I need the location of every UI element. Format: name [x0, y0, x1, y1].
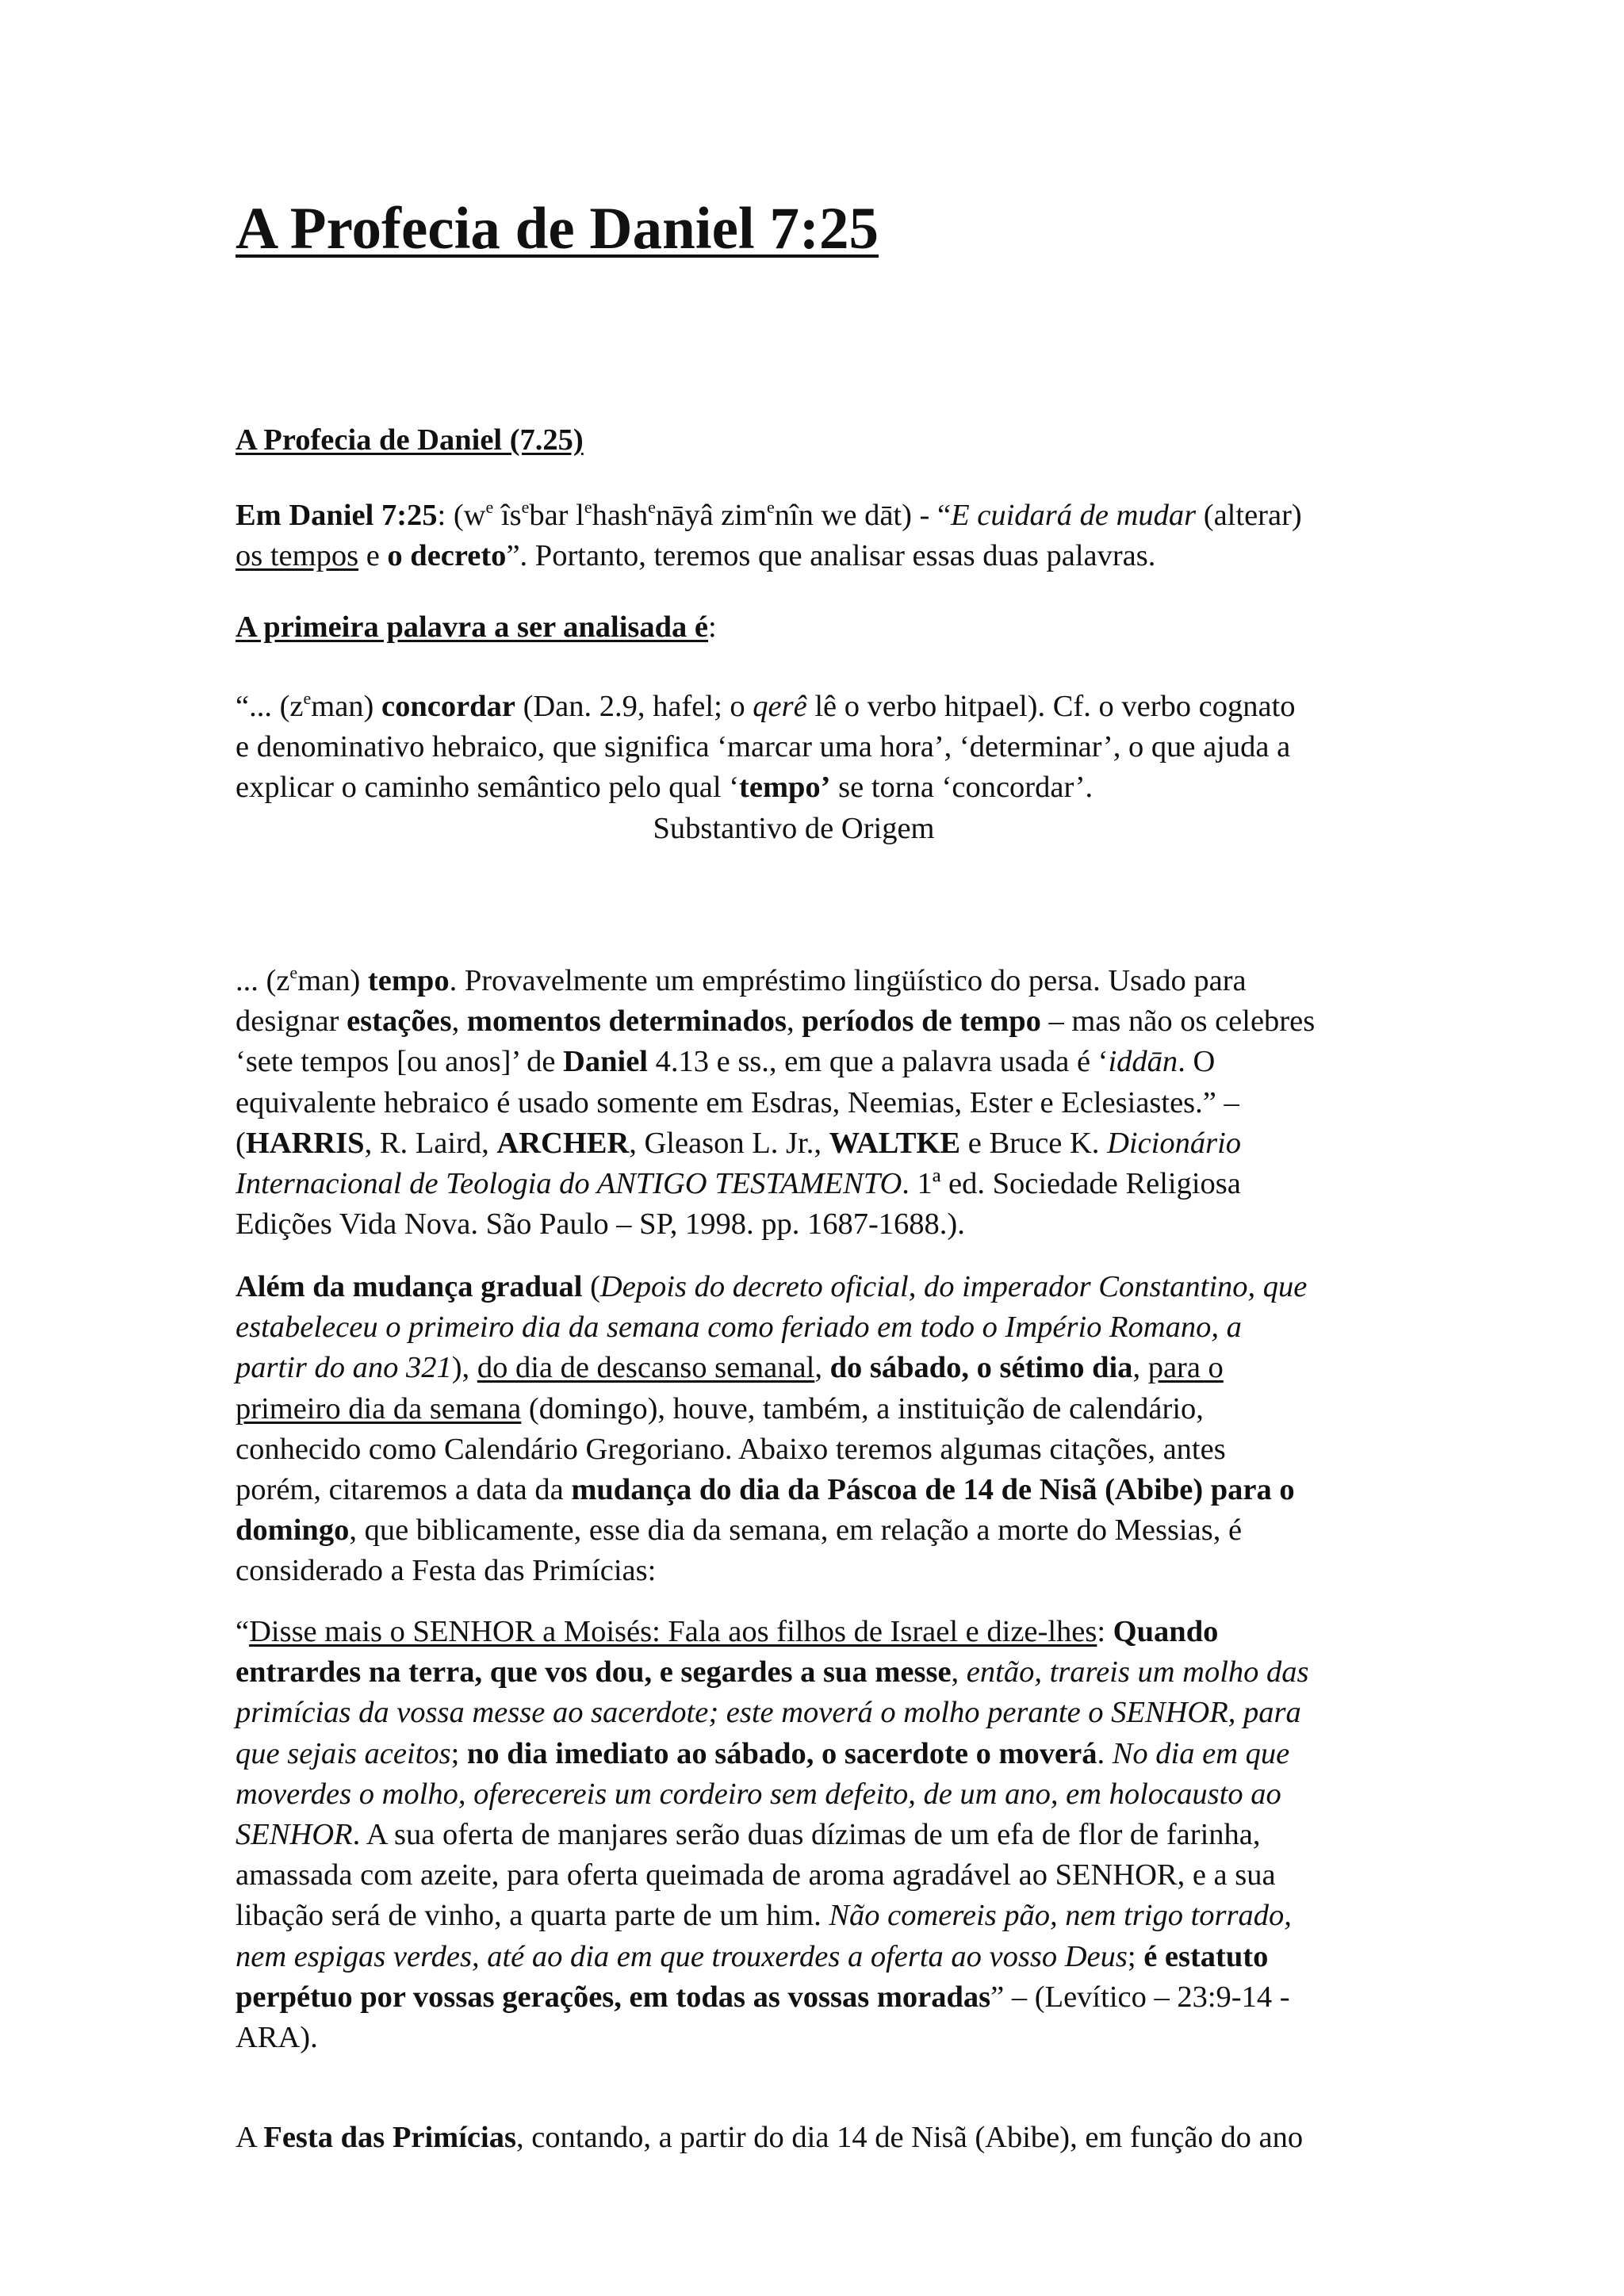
text: ... (z	[236, 964, 290, 997]
text-line: e denominativo hebraico, que significa ‘marcar uma hora’, ‘determinar’, o que ajuda a	[236, 730, 1291, 764]
italic-text: SENHOR	[236, 1818, 353, 1852]
bold-text: domingo	[236, 1513, 350, 1548]
text: , que biblicamente, esse dia da semana, em relação a morte do Messias, é	[349, 1513, 1243, 1548]
paragraph-tempo	[236, 961, 1409, 1245]
superscript: e	[766, 497, 775, 517]
italic-text: Internacional de Teologia do ANTIGO TESTAMENTO	[236, 1167, 902, 1201]
superscript: e	[648, 497, 656, 517]
bold-text: é estatuto	[1143, 1939, 1269, 1973]
text: “... (z	[236, 690, 304, 723]
text: A	[236, 2121, 264, 2154]
text: . A sua oferta de manjares serão duas dízimas de um efa de flor de farinha,	[352, 1818, 1261, 1852]
bold-text: tempo’	[739, 771, 831, 805]
bold-text: o decreto	[387, 539, 507, 573]
superscript: e	[485, 497, 494, 517]
superscript: e	[303, 688, 312, 708]
italic-quote: E cuidará de mudar	[951, 499, 1197, 532]
italic-text: nem espigas verdes, até ao dia em que trouxerdes a oferta ao vosso Deus	[236, 1939, 1128, 1973]
text: nāyâ zim	[655, 499, 767, 532]
italic-text: primícias da vossa messe ao sacerdote; este moverá o molho perante o SENHOR, para	[236, 1696, 1301, 1730]
text: ” – (Levítico – 23:9-14 -	[990, 1980, 1290, 2014]
text-line: Edições Vida Nova. São Paulo – SP, 1998. pp. 1687-1688.).	[236, 1207, 965, 1242]
text: se torna ‘concordar’.	[830, 771, 1094, 805]
text: nîn we dāt) - “	[774, 499, 952, 532]
text: , R. Laird,	[364, 1126, 497, 1160]
bold-ref: Em Daniel 7:25	[236, 499, 438, 532]
underlined-text: os tempos	[236, 539, 359, 573]
text: .	[1097, 1736, 1113, 1770]
text: bar l	[529, 499, 584, 532]
text-line: ARA).	[236, 2021, 318, 2055]
text: ;	[450, 1736, 467, 1770]
italic-text: partir do ano 321	[236, 1351, 452, 1385]
bold-text: do sábado, o sétimo dia	[829, 1351, 1133, 1385]
text: ,	[787, 1004, 802, 1039]
bold-text: Festa das Primícias	[263, 2121, 516, 2154]
text: (domingo), houve, também, a instituição de calendário,	[521, 1391, 1204, 1425]
text-line: amassada com azeite, para oferta queimada de aroma agradável ao SENHOR, e a sua	[236, 1858, 1276, 1892]
bold-text: perpétuo por vossas gerações, em todas as vossas moradas	[236, 1980, 991, 2014]
underlined-text: do dia de descanso semanal	[477, 1351, 815, 1385]
italic-text: No dia em que	[1112, 1736, 1290, 1770]
italic-text: moverdes o molho, oferecereis um cordeiro sem defeito, de um ano, em holocausto ao	[236, 1777, 1281, 1811]
text: (alterar)	[1196, 499, 1302, 532]
text: îs	[493, 499, 522, 532]
text: . 1ª ed. Sociedade Religiosa	[902, 1167, 1241, 1201]
text: porém, citaremos a data da	[236, 1473, 572, 1507]
text: :	[1097, 1615, 1113, 1648]
bold-text: Daniel	[563, 1045, 648, 1079]
text: e Bruce K.	[960, 1126, 1108, 1160]
heading-text: A primeira palavra a ser analisada é	[236, 610, 709, 644]
text: ‘sete tempos [ou anos]’ de	[236, 1045, 564, 1079]
section-subtitle: A Profecia de Daniel (7.25)	[236, 423, 584, 457]
paragraph-mudanca-gradual	[236, 1267, 1409, 1592]
text-line: conhecido como Calendário Gregoriano. Abaixo teremos algumas citações, antes	[236, 1432, 1226, 1466]
italic-text: então, trareis um molho das	[966, 1655, 1309, 1689]
bold-text: momentos determinados	[466, 1004, 787, 1039]
text: 4.13 e ss., em que a palavra usada é ‘	[647, 1045, 1109, 1079]
text: ,	[951, 1655, 967, 1689]
bold-author: WALTKE	[829, 1126, 961, 1160]
text: ”. Portanto, teremos que analisar essas duas palavras.	[506, 539, 1156, 573]
text: . O	[1178, 1045, 1216, 1079]
paragraph-levitico-quote	[236, 1612, 1409, 2058]
underlined-text: para o	[1147, 1351, 1224, 1385]
bold-text: períodos de tempo	[802, 1004, 1041, 1039]
italic-text: Não comereis pão, nem trigo torrado,	[829, 1899, 1292, 1933]
text: libação será de vinho, a quarta parte de um him.	[236, 1899, 829, 1933]
text: ,	[451, 1004, 467, 1039]
bold-text: entrardes na terra, que vos dou, e segardes a sua messe	[236, 1655, 952, 1689]
text: , contando, a partir do dia 14 de Nisã (Abibe), em função do ano	[515, 2121, 1304, 2154]
text: lê o verbo hitpael). Cf. o verbo cognato	[806, 690, 1296, 723]
underlined-text: Disse mais o SENHOR a Moisés: Fala aos filhos de Israel e dize-lhes	[249, 1615, 1097, 1648]
superscript: e	[584, 497, 592, 517]
text-line: equivalente hebraico é usado somente em Esdras, Neemias, Ester e Eclesiastes.” –	[236, 1085, 1239, 1119]
text: :	[708, 610, 717, 644]
italic-text: iddān	[1108, 1045, 1178, 1079]
text: man)	[311, 690, 381, 723]
paragraph-concordar	[236, 687, 1409, 849]
text: hash	[592, 499, 649, 532]
bold-author: ARCHER	[496, 1126, 630, 1160]
text: man)	[297, 964, 368, 997]
paragraph-daniel-725	[236, 496, 1409, 576]
bold-text: no dia imediato ao sábado, o sacerdote o moverá	[466, 1736, 1097, 1770]
italic-text: estabeleceu o primeiro dia da semana como feriado em todo o Império Romano, a	[236, 1311, 1242, 1345]
text: designar	[236, 1004, 347, 1039]
text: ;	[1127, 1939, 1144, 1973]
text: (	[236, 1126, 246, 1160]
text: (	[582, 1270, 600, 1303]
bold-text: Quando	[1113, 1615, 1219, 1648]
text: ,	[814, 1351, 830, 1385]
italic-text: que sejais aceitos	[236, 1736, 451, 1770]
text-line: considerado a Festa das Primícias:	[236, 1554, 657, 1588]
centered-caption: Substantivo de Origem	[653, 811, 935, 845]
italic-text: Dicionário	[1107, 1126, 1242, 1160]
text: e	[358, 539, 388, 573]
bold-text: mudança do dia da Páscoa de 14 de Nisã (Abibe) para o	[571, 1473, 1295, 1507]
text: : (w	[437, 499, 486, 532]
bold-text: concordar	[381, 690, 515, 723]
superscript: e	[289, 962, 298, 982]
underlined-text: primeiro dia da semana	[236, 1391, 522, 1425]
text: ,	[1132, 1351, 1148, 1385]
bold-text: Além da mudança gradual	[236, 1270, 583, 1303]
bold-text: tempo	[367, 964, 450, 997]
text: ),	[451, 1351, 477, 1385]
text: , Gleason L. Jr.,	[629, 1126, 829, 1160]
document-title: A Profecia de Daniel 7:25	[236, 196, 879, 262]
text: – mas não os celebres	[1040, 1004, 1316, 1039]
text: “	[236, 1615, 250, 1648]
italic-text: Depois do decreto oficial, do imperador Constantino, que	[599, 1270, 1308, 1303]
bold-author: HARRIS	[245, 1126, 365, 1160]
text: (Dan. 2.9, hafel; o	[515, 690, 753, 723]
section-heading-first-word	[236, 607, 1409, 648]
italic-text: qerê	[753, 690, 807, 723]
text: . Provavelmente um empréstimo lingüístico do persa. Usado para	[449, 964, 1247, 997]
paragraph-festa-primicias	[236, 2118, 1409, 2158]
superscript: e	[521, 497, 530, 517]
bold-text: estações	[347, 1004, 452, 1039]
text: explicar o caminho semântico pelo qual ‘	[236, 771, 740, 805]
